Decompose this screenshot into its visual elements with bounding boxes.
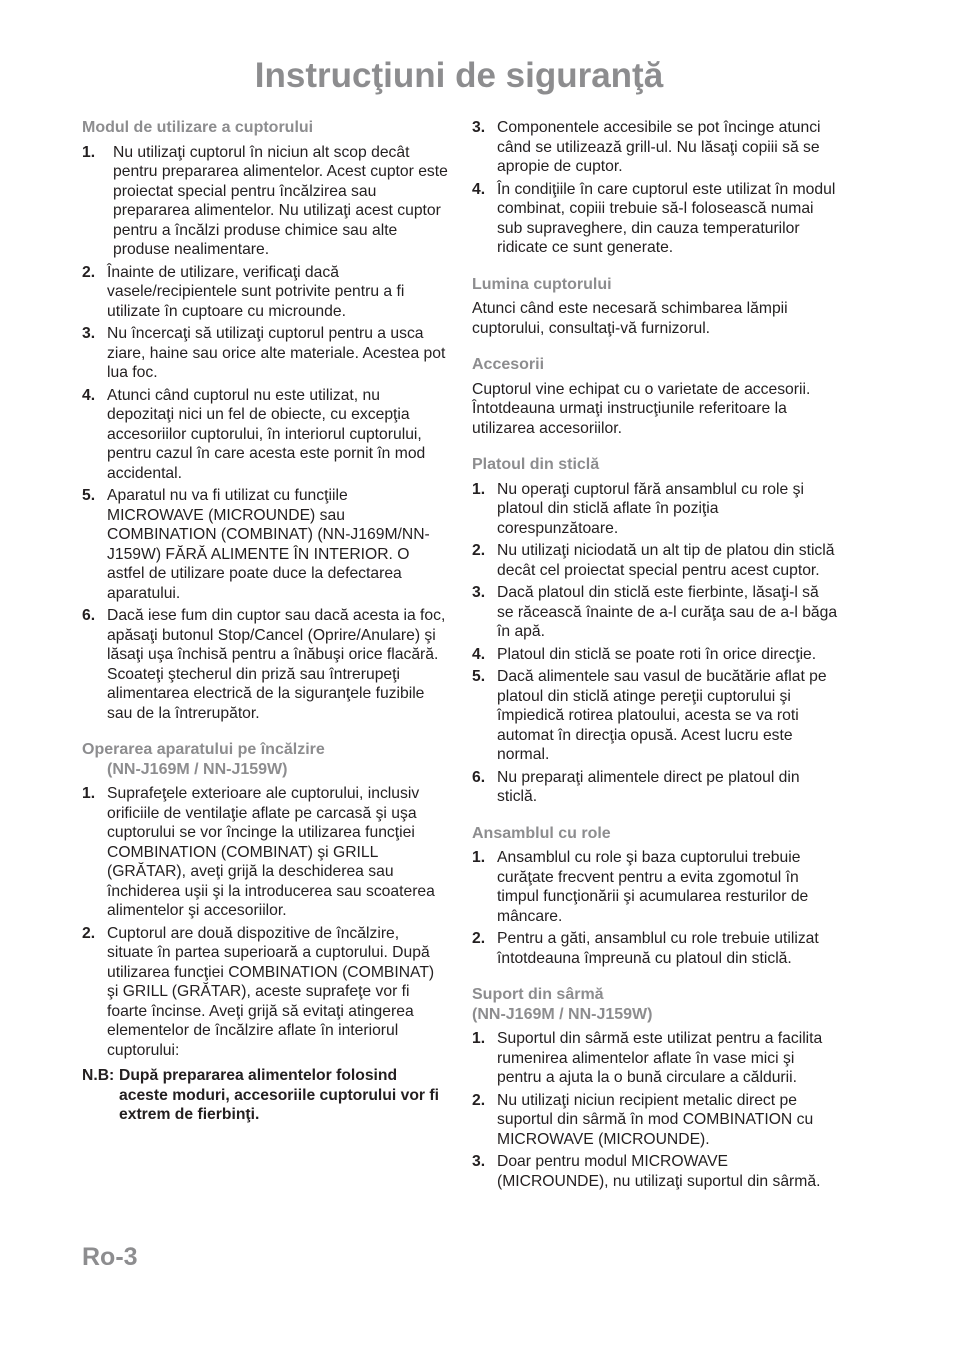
section-heading: Modul de utilizare a cuptorului [82,119,314,136]
numbered-list [472,480,838,807]
item-number: 4. [472,645,486,663]
item-text: Dacă platoul din sticlă este fierbinte, lăsaţi-l să se răcească înainte de a-l curăţa sau de a-l băga în apă. [497,584,838,640]
item-text: Nu utilizaţi niciodată un alt tip de platou din sticlă decât cel proiectat special pentru acest cuptor. [497,542,835,579]
heading-line-2: (NN-J169M / NN-J159W) [107,760,288,778]
numbered-list [82,143,448,724]
nb-label: N.B: [82,1067,115,1084]
item-number: 1. [472,480,486,498]
section-heading [472,985,838,1024]
list-item [472,1029,838,1088]
page-number: Ro-3 [82,1243,138,1271]
item-text: Ansamblul cu role şi baza cuptorului trebuie curăţate frecvent pentru a evita zgomotul în timpul funcţionării şi acumularea resturilor de mâncare. [497,849,809,925]
item-text: Înainte de utilizare, verificaţi dacă vasele/recipientele sunt potrivite pentru a fi utilizate în cuptoare cu microunde. [107,263,405,320]
list-item [472,929,838,968]
item-number: 3. [82,325,96,342]
item-text: Suprafeţele exterioare ale cuptorului, inclusiv orificiile de ventilaţie aflate pe carcasă şi uşa cuptorului se vor încinge la utilizarea funcţiei COMBINATION (COMBINAT) şi GRILL (GRĂTAR), aveţi grijă la deschiderea sau închiderea uşii şi la introducerea sau scoaterea alimentelor şi accesoriilor. [107,785,435,919]
section-heating-operation [82,740,448,1125]
section-heading: Platoul din sticlă [472,456,600,473]
list-item [82,486,448,603]
nota-bene [82,1066,448,1125]
numbered-list [472,848,838,968]
section-oven-usage [82,118,448,723]
heading-line-1: Operarea aparatului pe încălzire [82,741,325,758]
item-text: Cuptorul are două dispozitive de încălzire, situate în partea superioară a cuptorului. După utilizarea funcţiei COMBINATION (COMBINAT) şi GRILL (GRĂTAR), aceste suprafeţe vor fi foarte încinse. Aveţi grijă să evitaţi atingerea elementelor de încălzire aflate în interiorul cuptorului: [107,924,435,1059]
item-text: Aparatul nu va fi utilizat cu funcţiile MICROWAVE (MICROUNDE) sau COMBINATION (COMBINAT) (NN-J169M/NN-J159W) FĂRĂ ALIMENTE ÎN INTERIOR. O astfel de utilizare poate duce la defectarea aparatului. [107,487,430,602]
item-number: 5. [82,487,96,504]
item-number: 2. [472,542,486,559]
section-roller-ring [472,824,838,969]
list-item [82,386,448,484]
item-number: 1. [82,143,96,161]
item-text: Nu încercaţi să utilizaţi cuptorul pentru a usca ziare, haine sau orice alte materiale. Acestea pot lua foc. [107,325,446,381]
section-accessories [472,355,838,438]
item-number: 2. [472,1091,486,1109]
item-number: 6. [472,768,486,786]
item-text: Suportul din sârmă este utilizat pentru a facilita rumenirea alimentelor aflate în vase mici şi pentru a ajuta la o bună circulare a căldurii. [497,1030,823,1086]
page-title: Instrucţiuni de siguranţă [254,56,664,95]
section-heading: Lumina cuptorului [472,275,612,293]
section-glass-tray [472,455,838,807]
item-text: Componentele accesibile se pot încinge atunci când se utilizează grill-ul. Nu lăsaţi copiii să se apropie de cuptor. [497,119,821,175]
list-item [472,848,838,926]
item-number: 1. [82,785,96,802]
list-item [472,645,838,665]
section-heading: Ansamblul cu role [472,824,611,842]
section-text: Cuptorul vine echipat cu o varietate de accesorii. Întotdeauna urmaţi instrucţiunile referitoare la utilizarea accesoriilor. [472,380,811,437]
item-number: 2. [472,930,486,947]
item-number: 6. [82,607,96,624]
numbered-list [82,784,448,1060]
item-text: Atunci când cuptorul nu este utilizat, nu depozitaţi nici un fel de obiecte, cu excepţia accesoriilor cuptorului, în interiorul cuptorului, pentru cazul în care acesta este pornit în mod accidental. [107,386,426,482]
item-number: 3. [472,119,486,136]
item-number: 3. [472,1153,486,1170]
item-number: 5. [472,668,486,685]
item-text: Dacă alimentele sau vasul de bucătărie aflat pe platoul din sticlă atinge pereţii cuptorului şi împiedică rotirea platoului, acesta se va roti automat în direcţia opusă. Acest lucru este normal. [497,668,827,763]
item-number: 4. [472,180,486,198]
list-item [82,324,448,383]
item-text: Nu operaţi cuptorul fără ansamblul cu role şi platoul din sticlă aflate în poziţia corespunzătoare. [497,480,804,537]
list-item [472,583,838,642]
nb-text: După prepararea alimentelor folosind aceste moduri, accesoriile cuptorului vor fi extrem de fierbinţi. [119,1067,439,1123]
heading-line-1: Suport din sârmă [472,986,604,1003]
section-heading [82,740,448,779]
numbered-list [472,1029,838,1191]
item-number: 2. [82,924,96,942]
right-column [472,118,838,1208]
list-item [82,143,448,260]
item-number: 3. [472,584,486,601]
list-item [82,263,448,322]
section-oven-light [472,275,838,339]
section-continued [472,118,838,258]
list-item [472,118,838,177]
heading-line-2: (NN-J169M / NN-J159W) [472,1005,653,1023]
item-text: Platoul din sticlă se poate roti în orice direcţie. [497,645,817,663]
list-item [472,1152,838,1191]
list-item [82,784,448,921]
list-item [82,924,448,1061]
list-item [472,667,838,765]
list-item [472,180,838,258]
item-number: 4. [82,386,96,404]
numbered-list [472,118,838,258]
item-text: Pentru a găti, ansamblul cu role trebuie utilizat întotdeauna împreună cu platoul din sticlă. [497,930,819,967]
section-text: Atunci când este necesară schimbarea lămpii cuptorului, consultaţi-vă furnizorul. [472,300,788,337]
item-text: Nu utilizaţi niciun recipient metalic direct pe suportul din sârmă în mod COMBINATION cu MICROWAVE (MICROUNDE). [497,1091,814,1148]
list-item [472,768,838,807]
list-item [472,480,838,539]
item-number: 2. [82,263,96,281]
item-number: 1. [472,849,486,866]
list-item [472,1091,838,1150]
left-column [82,118,448,1142]
item-text: Dacă iese fum din cuptor sau dacă acesta ia foc, apăsaţi butonul Stop/Cancel (Oprire/Anulare) şi lăsaţi uşa închisă pentru a înăbuşi orice flacără. Scoateţi ştecherul din priză sau întrerupeţi alimentarea electrică de la siguranţele fuzibile sau de la întrerupător. [107,607,446,722]
list-item [82,606,448,723]
item-text: În condiţiile în care cuptorul este utilizat în modul combinat, copiii trebuie să-l folosească numai sub supraveghere, din cauza temperaturilor ridicate ce sunt generate. [497,180,836,256]
item-text: Nu preparaţi alimentele direct pe platoul din sticlă. [497,768,800,805]
item-number: 1. [472,1030,486,1047]
section-wire-rack [472,985,838,1191]
item-text: Nu utilizaţi cuptorul în niciun alt scop decât pentru prepararea alimentelor. Acest cuptor este proiectat special pentru încălzirea sau prepararea alimentelor. Nu utilizaţi acest cuptor pentru a încălzi produse chimice sau alte produse nealimentare. [113,143,448,258]
item-text: Doar pentru modul MICROWAVE (MICROUNDE), nu utilizaţi suportul din sârmă. [497,1153,821,1190]
list-item [472,541,838,580]
section-heading: Accesorii [472,356,545,373]
